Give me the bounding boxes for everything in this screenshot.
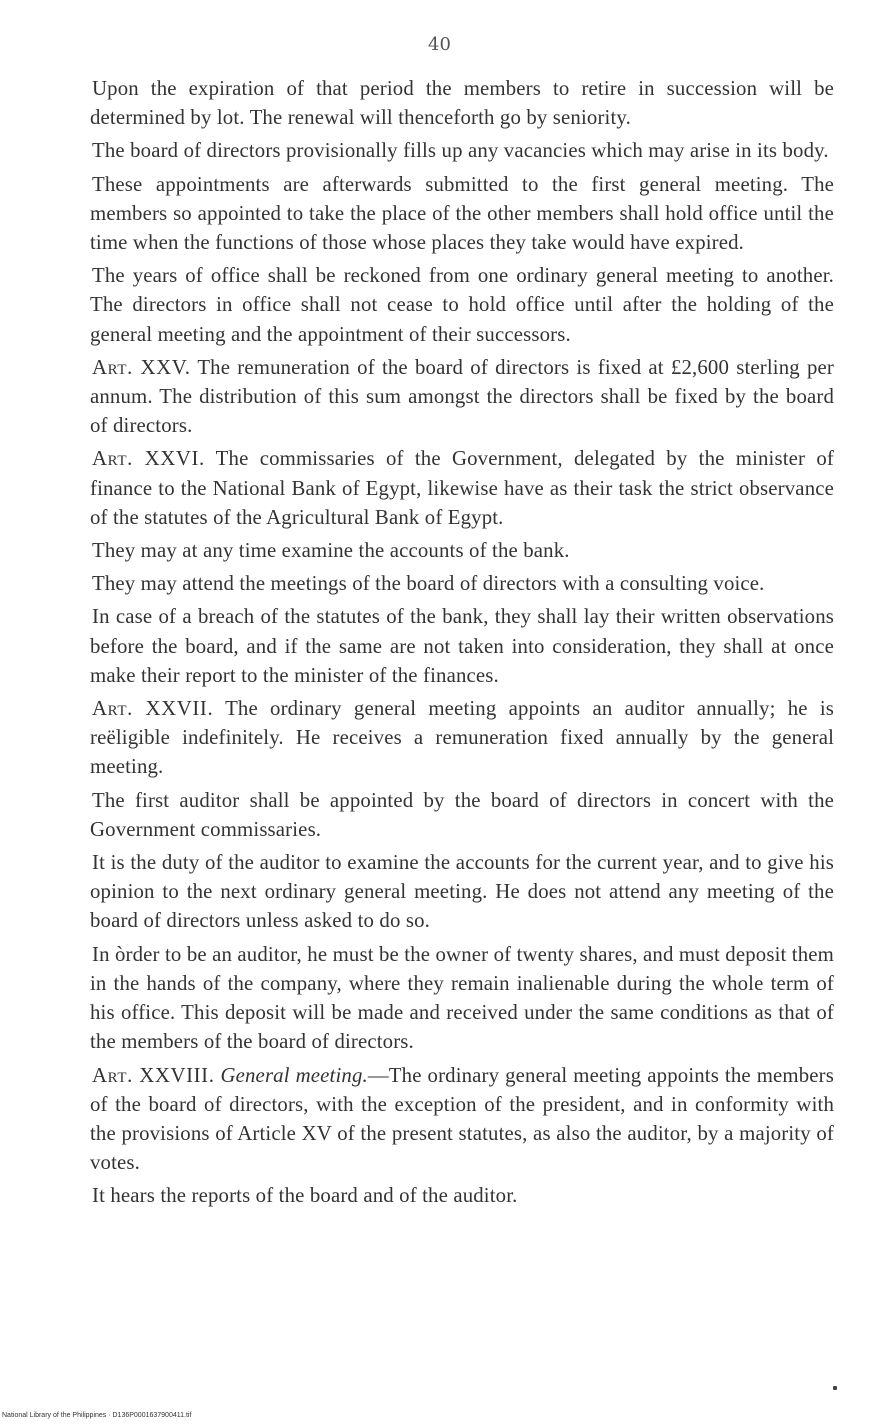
paragraph-text: They may at any time examine the accounts of the bank. xyxy=(92,539,570,563)
scan-footer: National Library of the Philippines · D136P0001637900411.tif xyxy=(2,1412,192,1419)
paragraph-text: The years of office shall be reckoned from one ordinary general meeting to another. The directors in office shall not cease to hold office until after the holding of the general meeting and the appointment of their successors. xyxy=(90,264,834,346)
paragraph-text: They may attend the meetings of the board of directors with a consulting voice. xyxy=(92,572,765,596)
paragraph-2 xyxy=(90,136,834,165)
paragraph-1 xyxy=(90,74,834,132)
article-subtitle: General meeting. xyxy=(214,1063,368,1087)
paragraph-7 xyxy=(90,536,834,565)
text-body xyxy=(90,74,834,1215)
paragraph-8 xyxy=(90,569,834,598)
article-xxvii xyxy=(90,694,834,782)
paragraph-text: In òrder to be an auditor, he must be the owner of twenty shares, and must deposit them in the hands of the company, where they remain inalienable during the whole term of his office. This deposit will be made and received under the same conditions as that of the members of the board of directors. xyxy=(90,942,834,1054)
article-heading: Art. XXVI. xyxy=(92,447,205,471)
paragraph-11 xyxy=(90,786,834,844)
article-heading: Art. XXV. xyxy=(92,355,191,379)
page-number: 40 xyxy=(428,34,451,55)
paragraph-12 xyxy=(90,848,834,936)
paragraph-text: The first auditor shall be appointed by the board of directors in concert with the Government commissaries. xyxy=(90,788,834,841)
paragraph-text: In case of a breach of the statutes of the bank, they shall lay their written observations before the board, and if the same are not taken into consideration, they shall at once make their report to the minister of the finances. xyxy=(90,605,834,687)
article-xxv xyxy=(90,353,834,441)
paragraph-text: Upon the expiration of that period the members to retire in succession will be determined by lot. The renewal will thenceforth go by seniority. xyxy=(90,77,834,130)
paragraph-text: The ordinary general meeting appoints an auditor annually; he is reëligible indefinitely. He receives a remuneration fixed annually by the general meeting. xyxy=(90,697,834,779)
paragraph-text: The board of directors provisionally fills up any vacancies which may arise in its body. xyxy=(92,139,829,163)
paragraph-text: These appointments are afterwards submitted to the first general meeting. The members so appointed to take the place of the other members shall hold office until the time when the functions of those whose places they take would have expired. xyxy=(90,172,834,255)
paragraph-3 xyxy=(90,170,834,258)
paragraph-4 xyxy=(90,261,834,349)
article-xxviii xyxy=(90,1061,834,1178)
article-heading: Art. XXVIII. xyxy=(92,1063,215,1087)
article-heading: Art. XXVII. xyxy=(92,697,214,721)
paragraph-text: It hears the reports of the board and of the auditor. xyxy=(92,1184,518,1208)
paragraph-text: The remuneration of the board of directors is fixed at £2,600 sterling per annum. The distribution of this sum amongst the directors shall be fixed by the board of directors. xyxy=(90,355,834,438)
paragraph-15 xyxy=(90,1181,834,1210)
ink-speck xyxy=(833,1386,837,1390)
paragraph-text: It is the duty of the auditor to examine the accounts for the current year, and to give his opinion to the next ordinary general meeting. He does not attend any meeting of the board of directors unless asked to do so. xyxy=(90,851,834,933)
article-xxvi xyxy=(90,444,834,532)
paragraph-13 xyxy=(90,940,834,1057)
paragraph-text: The commissaries of the Government, delegated by the minister of finance to the National Bank of Egypt, likewise have as their task the strict observance of the statutes of the Agricultural Bank of Egypt. xyxy=(90,447,834,529)
paragraph-text: —The ordinary general meeting appoints the members of the board of directors, with the exception of the president, and in conformity with the provisions of Article XV of the present statutes, as also the auditor, by a majority of votes. xyxy=(90,1063,834,1175)
paragraph-9 xyxy=(90,602,834,690)
